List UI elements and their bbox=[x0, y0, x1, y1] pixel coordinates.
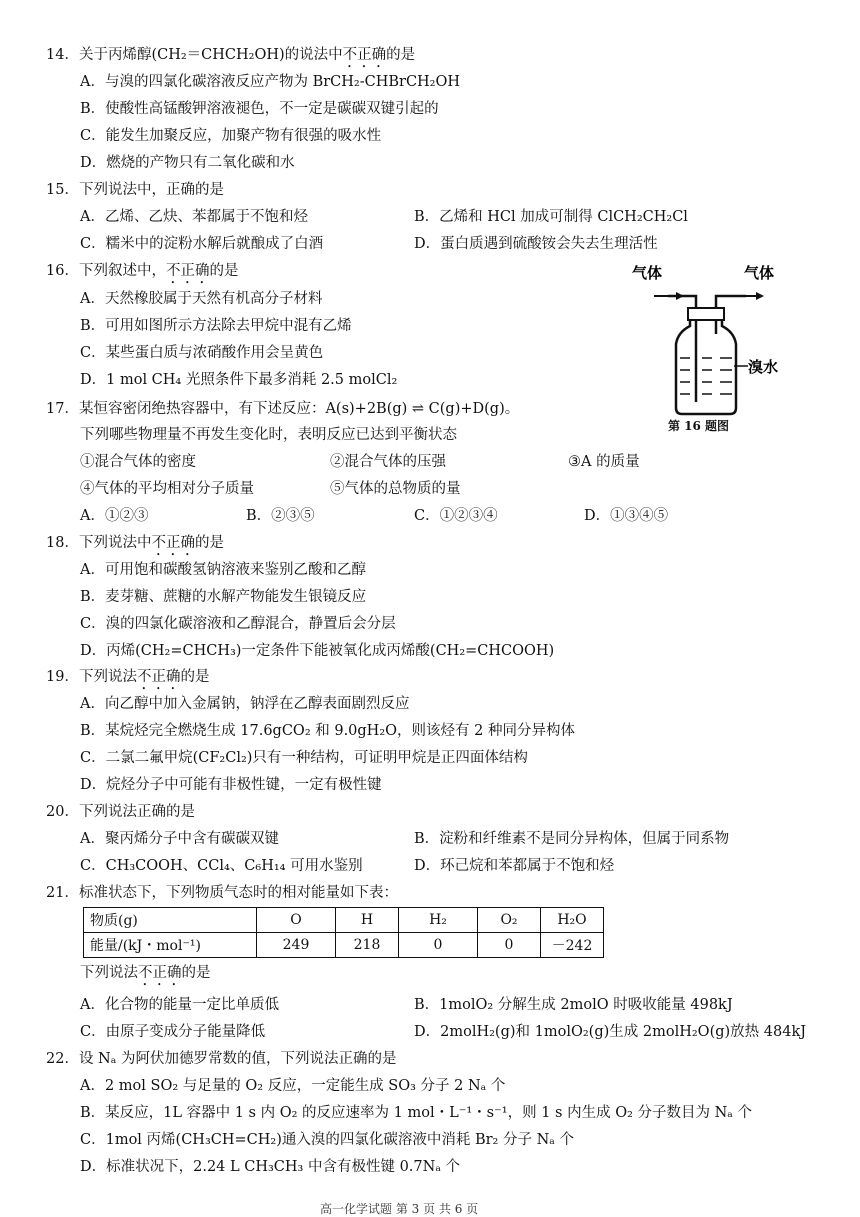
table-cell: －242 bbox=[541, 933, 604, 958]
q15-stem: 15．下列说法中，正确的是 bbox=[46, 182, 224, 198]
q17-option-d: D．①③④⑤ bbox=[584, 508, 669, 524]
q15-option-c: C．糯米中的淀粉水解后就酿成了白酒 bbox=[80, 236, 324, 252]
q22-option-b: B．某反应，1L 容器中 1 s 内 O₂ 的反应速率为 1 mol・L⁻¹・s⁻¹，则 1 s 内生成 O₂ 分子数目为 Nₐ 个 bbox=[80, 1105, 753, 1121]
q21-stem: 21．标准状态下，下列物质气态时的相对能量如下表： bbox=[46, 885, 398, 901]
q17-item-2: ②混合气体的压强 bbox=[330, 454, 446, 470]
energy-table bbox=[83, 907, 604, 958]
q19-stem bbox=[46, 667, 209, 693]
table-cell: 能量/(kJ・mol⁻¹) bbox=[84, 933, 257, 958]
q20-option-d: D．环己烷和苯都属于不饱和烃 bbox=[414, 858, 615, 874]
q16-option-d: D．1 mol CH₄ 光照条件下最多消耗 2.5 molCl₂ bbox=[80, 372, 398, 388]
table-row bbox=[84, 933, 604, 958]
q20-option-a: A．聚丙烯分子中含有碳碳双键 bbox=[80, 831, 279, 847]
q21-option-c: C．由原子变成分子能量降低 bbox=[80, 1024, 266, 1040]
q17-option-c: C．①②③④ bbox=[414, 508, 498, 524]
q14-neg: 不正确 bbox=[342, 47, 387, 63]
gas-washing-bottle-figure bbox=[624, 262, 794, 432]
q21-neg: 不正确 bbox=[138, 965, 182, 981]
stopper bbox=[688, 308, 724, 320]
table-row bbox=[84, 908, 604, 933]
q14-option-a: A．与溴的四氯化碳溶液反应产物为 BrCH₂-CHBrCH₂OH bbox=[80, 74, 461, 90]
q15-option-a: A．乙烯、乙炔、苯都属于不饱和烃 bbox=[80, 209, 308, 225]
q21-tail: 的是 bbox=[181, 965, 211, 981]
q19-option-d: D．烷烃分子中可能有非极性键，一定有极性键 bbox=[80, 777, 382, 793]
q17-stem: 17．某恒容密闭绝热容器中，有下述反应：A(s)+2B(g) ⇌ C(g)+D(g)。 bbox=[46, 401, 520, 417]
q17-item-1: ①混合气体的密度 bbox=[80, 454, 196, 470]
q18-neg: 不正确 bbox=[151, 535, 195, 551]
q18-tail: 的是 bbox=[194, 535, 224, 551]
q17-option-b: B．②③⑤ bbox=[246, 508, 315, 524]
q14-option-c: C．能发生加聚反应，加聚产物有很强的吸水性 bbox=[80, 128, 382, 144]
fig-caption: 第 16 题图 bbox=[668, 419, 730, 433]
table-cell: 249 bbox=[257, 933, 336, 958]
q17-item-3: ③A 的质量 bbox=[568, 454, 640, 470]
table-cell: 218 bbox=[336, 933, 399, 958]
q17-stem2: 下列哪些物理量不再发生变化时，表明反应已达到平衡状态 bbox=[80, 427, 457, 443]
q22-option-c: C．1mol 丙烯(CH₃CH=CH₂)通入溴的四氯化碳溶液中消耗 Br₂ 分子 Nₐ 个 bbox=[80, 1132, 574, 1148]
q16-option-a: A．天然橡胶属于天然有机高分子材料 bbox=[80, 291, 323, 307]
q21-option-a: A．化合物的能量一定比单质低 bbox=[80, 997, 279, 1013]
q19-option-c: C．二氯二氟甲烷(CF₂Cl₂)只有一种结构，可证明甲烷是正四面体结构 bbox=[80, 750, 528, 766]
liquid-surface bbox=[680, 358, 732, 394]
q19-stem-text: 19．下列说法 bbox=[46, 669, 137, 685]
q22-option-a: A．2 mol SO₂ 与足量的 O₂ 反应，一定能生成 SO₃ 分子 2 Nₐ 个 bbox=[80, 1078, 506, 1094]
q14-option-d: D．燃烧的产物只有二氧化碳和水 bbox=[80, 155, 295, 171]
q19-option-b: B．某烷烃完全燃烧生成 17.6gCO₂ 和 9.0gH₂O，则该烃有 2 种同分异构体 bbox=[80, 723, 575, 739]
q21-stem2 bbox=[80, 963, 211, 989]
q19-option-a: A．向乙醇中加入金属钠，钠浮在乙醇表面剧烈反应 bbox=[80, 696, 410, 712]
q16-stem bbox=[46, 261, 238, 287]
page-footer: 高一化学试题 第 3 页 共 6 页 bbox=[320, 1202, 479, 1216]
q19-tail: 的是 bbox=[180, 669, 210, 685]
fig-reagent-label: 溴水 bbox=[748, 358, 779, 376]
table-header-cell: 物质(g) bbox=[84, 908, 257, 933]
fig-gas-out-label: 气体 bbox=[744, 264, 775, 282]
table-cell: 0 bbox=[478, 933, 541, 958]
q16-option-b: B．可用如图所示方法除去甲烷中混有乙烯 bbox=[80, 318, 352, 334]
q21-option-b: B．1molO₂ 分解生成 2molO 时吸收能量 498kJ bbox=[414, 997, 733, 1013]
table-header-cell: O₂ bbox=[478, 908, 541, 933]
q14-stem-text: 14．关于丙烯醇(CH₂＝CHCH₂OH)的说法中 bbox=[46, 47, 343, 63]
q20-option-b: B．淀粉和纤维素不是同分异构体，但属于同系物 bbox=[414, 831, 730, 847]
table-header-cell: H₂ bbox=[399, 908, 478, 933]
q17-option-a: A．①②③ bbox=[80, 508, 149, 524]
q16-stem-text: 16．下列叙述中， bbox=[46, 263, 166, 279]
q14-stem bbox=[46, 45, 415, 71]
q22-option-d: D．标准状况下，2.24 L CH₃CH₃ 中含有极性键 0.7Nₐ 个 bbox=[80, 1159, 461, 1175]
q18-option-c: C．溴的四氯化碳溶液和乙醇混合，静置后会分层 bbox=[80, 616, 396, 632]
q14-tail: 的是 bbox=[386, 47, 416, 63]
q14-option-b: B．使酸性高锰酸钾溶液褪色，不一定是碳碳双键引起的 bbox=[80, 101, 439, 117]
table-header-cell: H bbox=[336, 908, 399, 933]
q18-option-a: A．可用饱和碳酸氢钠溶液来鉴别乙酸和乙醇 bbox=[80, 562, 366, 578]
q15-option-d: D．蛋白质遇到硫酸铵会失去生理活性 bbox=[414, 236, 658, 252]
q17-item-5: ⑤气体的总物质的量 bbox=[330, 481, 461, 497]
q22-stem: 22．设 Nₐ 为阿伏加德罗常数的值，下列说法正确的是 bbox=[46, 1051, 397, 1067]
q17-item-4: ④气体的平均相对分子质量 bbox=[80, 481, 254, 497]
q19-neg: 不正确 bbox=[136, 669, 181, 685]
outlet-arrow-head bbox=[756, 292, 764, 300]
q16-tail: 的是 bbox=[209, 263, 239, 279]
table-cell: 0 bbox=[399, 933, 478, 958]
q21-stem2-text: 下列说法 bbox=[80, 965, 138, 981]
table-header-cell: H₂O bbox=[541, 908, 604, 933]
bottle bbox=[676, 320, 736, 414]
fig-gas-in-label: 气体 bbox=[632, 264, 663, 282]
q16-neg: 不正确 bbox=[165, 263, 210, 279]
q20-option-c: C．CH₃COOH、CCl₄、C₆H₁₄ 可用水鉴别 bbox=[80, 858, 363, 874]
table-header-cell: O bbox=[257, 908, 336, 933]
q18-stem-text: 18．下列说法中 bbox=[46, 535, 152, 551]
q18-option-d: D．丙烯(CH₂=CHCH₃)一定条件下能被氧化成丙烯酸(CH₂=CHCOOH) bbox=[80, 643, 555, 659]
q18-option-b: B．麦芽糖、蔗糖的水解产物能发生银镜反应 bbox=[80, 589, 367, 605]
q21-option-d: D．2molH₂(g)和 1molO₂(g)生成 2molH₂O(g)放热 484kJ bbox=[414, 1024, 807, 1040]
q15-option-b: B．乙烯和 HCl 加成可制得 ClCH₂CH₂Cl bbox=[414, 209, 688, 225]
q18-stem bbox=[46, 533, 224, 559]
q20-stem: 20．下列说法正确的是 bbox=[46, 804, 195, 820]
q16-option-c: C．某些蛋白质与浓硝酸作用会呈黄色 bbox=[80, 345, 324, 361]
